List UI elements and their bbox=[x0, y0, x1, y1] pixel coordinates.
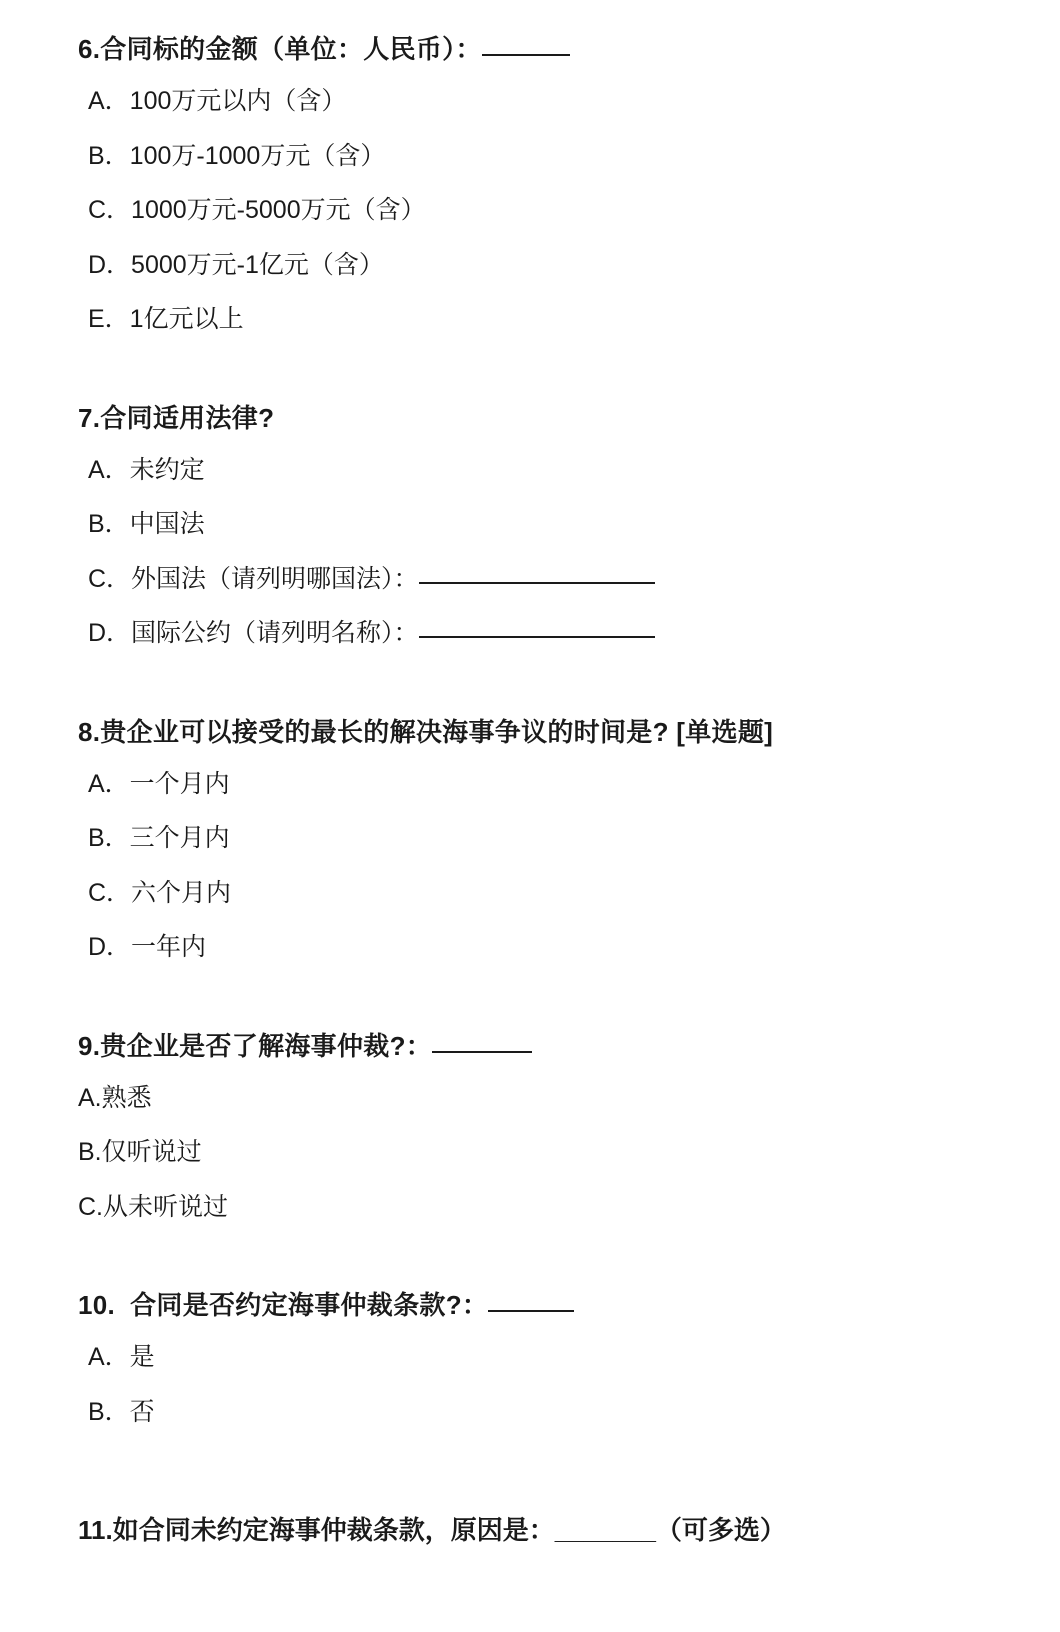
option-7-b[interactable]: B．中国法 bbox=[88, 510, 205, 538]
section-spacer bbox=[78, 679, 1000, 713]
question-title-10: 10. 合同是否约定海事仲裁条款?： bbox=[78, 1286, 1000, 1325]
section-spacer bbox=[78, 1457, 1000, 1491]
option-9-b[interactable]: B.仅听说过 bbox=[78, 1138, 202, 1166]
question-title-6: 6.合同标的金额（单位：人民币）： bbox=[78, 30, 1000, 69]
option-7-c[interactable]: C．外国法（请列明哪国法）： bbox=[78, 561, 1000, 599]
question-block-6 bbox=[78, 30, 1000, 339]
option-9-c[interactable]: C.从未听说过 bbox=[78, 1192, 229, 1221]
option-7-a[interactable]: A．未约定 bbox=[88, 455, 205, 484]
question-block-9 bbox=[78, 1027, 1000, 1227]
option-10-b[interactable]: B．否 bbox=[88, 1397, 155, 1426]
answer-blank-9[interactable] bbox=[432, 1031, 532, 1053]
option-10-a[interactable]: A．是 bbox=[88, 1343, 155, 1371]
answer-blank-7-d[interactable] bbox=[419, 616, 655, 638]
option-9-a[interactable]: A.熟悉 bbox=[78, 1083, 152, 1112]
option-6-c[interactable]: C．1000万元-5000万元（含） bbox=[88, 196, 426, 224]
section-spacer bbox=[78, 365, 1000, 399]
answer-blank-10[interactable] bbox=[488, 1290, 574, 1312]
question-title-7: 7.合同适用法律? bbox=[78, 402, 275, 433]
question-block-8 bbox=[78, 713, 1000, 967]
option-6-a[interactable]: A．100万元以内（含） bbox=[88, 87, 347, 115]
option-8-a[interactable]: A．一个月内 bbox=[88, 769, 230, 798]
question-title-8: 8.贵企业可以接受的最长的解决海事争议的时间是? [单选题] bbox=[78, 716, 774, 747]
option-6-b[interactable]: B．100万-1000万元（含） bbox=[88, 141, 386, 170]
answer-blank-6[interactable] bbox=[482, 34, 570, 56]
option-6-e[interactable]: E．1亿元以上 bbox=[88, 305, 244, 333]
section-spacer bbox=[78, 993, 1000, 1027]
question-title-9: 9.贵企业是否了解海事仲裁?： bbox=[78, 1027, 1000, 1066]
option-7-d[interactable]: D．国际公约（请列明名称）： bbox=[78, 615, 1000, 653]
section-spacer bbox=[78, 1252, 1000, 1286]
answer-blank-7-c[interactable] bbox=[419, 562, 655, 584]
option-6-d[interactable]: D．5000万元-1亿元（含） bbox=[88, 250, 384, 279]
question-block-10 bbox=[78, 1286, 1000, 1431]
section-spacer bbox=[78, 1491, 1000, 1511]
option-8-c[interactable]: C．六个月内 bbox=[88, 878, 232, 907]
option-8-d[interactable]: D．一年内 bbox=[88, 933, 207, 961]
question-block-7 bbox=[78, 399, 1000, 653]
option-8-b[interactable]: B．三个月内 bbox=[88, 824, 230, 852]
question-title-11: 11.如合同未约定海事仲裁条款，原因是：_______（可多选） bbox=[78, 1515, 786, 1545]
